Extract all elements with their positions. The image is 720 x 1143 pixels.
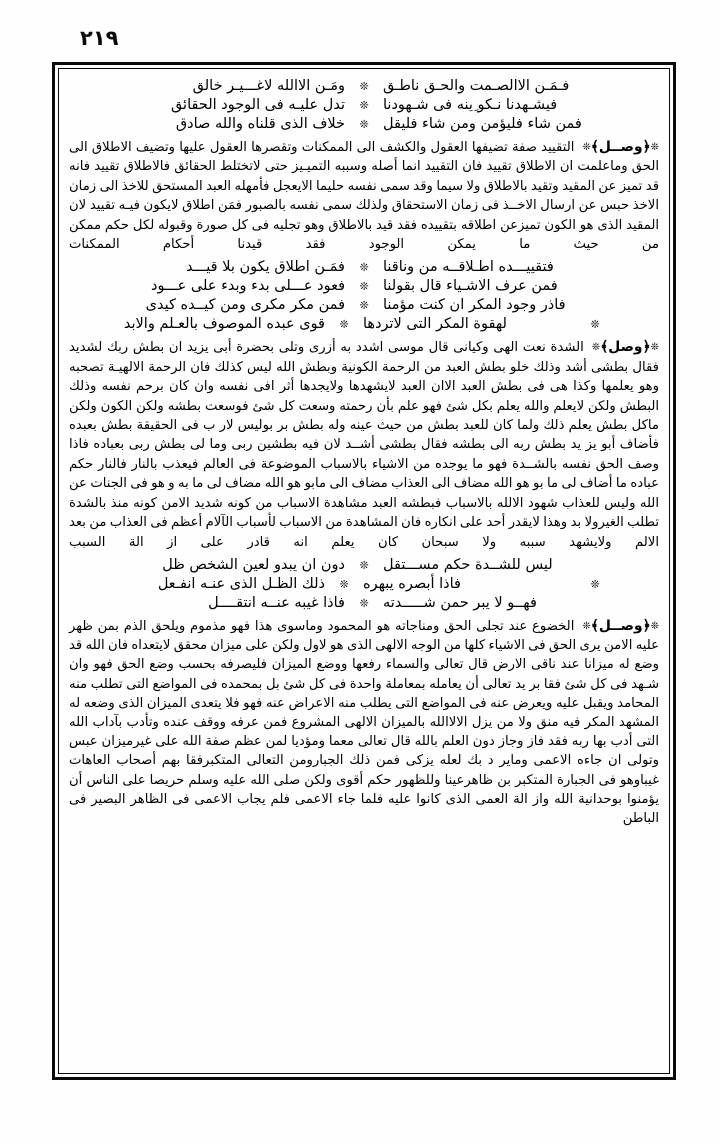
hemistich-left: تدل عليـه فى الوجود الحقائق: [170, 97, 345, 113]
section-ornament-icon: ❊: [650, 620, 659, 632]
prose-section-1: [69, 137, 659, 256]
hemistich-left: ذلك الظـل الذى عنـه انفـعل: [157, 575, 325, 592]
section-ornament-icon: ❊: [650, 142, 659, 153]
section-ornament-icon: ❊: [591, 342, 601, 354]
verse-separator-star: ❊: [359, 80, 369, 93]
verse-line: [69, 96, 659, 115]
verse-separator-star: ❊: [590, 318, 600, 332]
verse-separator-star: ❊: [359, 299, 369, 313]
hemistich-right: فمن عرف الاشـياء قال بقولنا: [383, 278, 558, 295]
verse-separator-star: ❊: [359, 99, 369, 112]
page-frame-outer-rule: [52, 62, 676, 1080]
verse-separator-star: ❊: [359, 118, 369, 131]
section-heading-label: وصــل: [598, 139, 643, 155]
page-frame-inner-rule: [58, 68, 670, 1074]
hemistich-right: فتقييـــده اطـلاقــه من وناقنا: [383, 259, 554, 276]
section-open-bracket: ﴿: [642, 339, 651, 356]
hemistich-left: قوى عبده الموصوف بالعـلم والابد: [123, 316, 325, 333]
verse-line: [69, 277, 659, 296]
prose-body-2: الشدة نعت الهى وكيانى قال موسى اشدد به أزرى وتلى بحضرة أبى يزيد ان بطش ربك لشديد فقال بطشى أشد وذلك خلو بطش العبد من الرحمة الكونية وبطش الله ليس كذلك فان الرحمة الالهيـة تصحبه وهو يعلمها وكذا هى فى بطش العبد الاان العبد لايشهدها ولايجدها أثر افى نفسه وان كان برحم نفسه وذلك البطش ولكن لايعلم والله يعلم بكل شئ فهو علم بأن رحمته وسعت كل شئ فوسعت بطشه ولكن الكون ولكن ماكل بطش يعلم ذلك ولما كان للعبد بطش من حيث عينه وله بطش بر بوليس لار ب فى الحقيقة بطش بعبده فأضاف أبو يز يد بطش ربه الى بطشه فقال بطشى أشــد لان فيه بطشين ربى وما لى بطش ربى بعباده فاذا وصف الحق نفسه بالشــدة فهو ما يوجده من الاشياء بالاسباب الموضوعة فى العالم فيعذب بالنار فالنار حكم عباده ما أضاف لى ما بو هو الله مضاف الى العذاب مضاف الى مابو هو الله مضاف لى ما به و هو فى الجنات عن الله وليس للعذاب شهود الالله بالاسباب فبطشه العبد مشاهدة الاسباب من كونه شديد الامن كونه منذ بالشدة تطلب الغيرولا بد وهذا لايقدر أحد على انكاره فان المشاهدة من الاسباب لأسباب الآلام أعظم فى العذاب من بعد الالم ولايشهد سببه ولا سبحان كان يعلم انه قادر على از الة السبب: [69, 340, 659, 550]
hemistich-right: فاذر وجود المكر ان كنت مؤمنا: [383, 297, 566, 314]
section-close-bracket: ﴾: [590, 139, 599, 155]
section-close-bracket: ﴾: [590, 617, 599, 634]
section-heading-3: [574, 618, 659, 634]
hemistich-right: ليس للشــدة حكم مســـتقل: [383, 556, 553, 573]
verse-separator-star: ❊: [339, 318, 349, 332]
verse-line: [69, 296, 659, 315]
hemistich-left: دون ان يبدو لعين الشخص ظل: [162, 556, 345, 573]
verse-line: [69, 77, 659, 96]
section-heading-2: [584, 339, 659, 355]
folio-number: ٢١٩: [80, 26, 119, 50]
hemistich-left: فعود عـــلى بدء وبدء على عـــود: [150, 278, 345, 295]
text-column: [59, 69, 669, 1073]
verse-block-2: [69, 256, 659, 337]
prose-body-1: التقييد صفة تضيفها العقول والكشف الى الممكنات وتقصرها العقول عليها وتضيف الاطلاق الى الحق وماعلمت ان الاطلاق تقييد فان التقييد انما أصله وسببه التميـيز حتى لاتختلط الحقائق فالاطلاق تقييد فانه قد تميز عن المقيد وتقيد بالاطلاق ولا سيما وقد سمى نفسه حليما الايعجل فأمهله العبد المستحق للاخذ الى زمان الاخذ حبس عن ارسال الاخــذ فى زمان الاستحقاق ولذلك سمى نفسه بالصبور فمَن اطلاق لايكون فيـه تقييد لان المقيد الذى هو الكون تميزعن اطلاقه بتقييده فقد قيد بالاطلاق وهو تجليه فى كل صورة وقبوله لكل حكم ممكن من حيث ما يمكن الوجود فقد قيدنا أحكام الممكنات: [69, 140, 659, 253]
hemistich-left: ومَـن الاالله لاغـــيـر خالق: [192, 78, 345, 94]
section-ornament-icon: ❊: [582, 620, 591, 632]
hemistich-right: فـمَـن الاالصـمت والحـق ناطـق: [383, 78, 570, 94]
verse-separator-star: ❊: [359, 558, 369, 572]
hemistich-right: فهــو لا يبر حمن شـــــدته: [383, 594, 537, 611]
verse-line: [69, 594, 659, 613]
verse-line: [69, 258, 659, 277]
prose-body-3: الخضوع عند تجلى الحق ومناجاته هو المحمود وماسوى هذا فهو مذموم ويلحق الذم بمن ظهر عليه الامن يرى الحق فى الاشياء كلها من الوجه الالهى الذى هو لاول ولكن على ميزان محقق لايتعداه فان الله قد وضع له ميزانا عند ناقى الارض قال تعالى والسماء رفعها ووضع الميزان فليصرفه بحسب وضع الحق فهو وان شـهد فى كل شئ فقا بر يد تعالى أن يعامله بمعاملة واحدة فى كل شئ بل بمحمده فى المواضع التى تطلب منه المحامد ويقبل عليه ويعرض عنه فى المواضع التى يطلب منه الاعراض عنه فهو فلا يتعدى الميزان الذى وضعه له المشهد المكر فيه منق ولا من يزل الالاالله بالميزان الالهى المشروع فمن عرفه ووقف عنده وتأدب بآداب الله التى أدب بها ربه فقد فاز وجاز دون العلم بالله قال تعالى معما ومؤديا لمن عظم صفة الله على غيرميزان عبس وتولى ان جاءه الاعمى وماير د بك لعله يزكى فمن ذلك الجبارومن التعالى المتكبرفقا بهم أصحاب العاهات غيباوهو فى الجبارة المتكبر بن ظاهرعينا وللظهور حكم أقوى ولكن صلى الله عليه وسلم حريصا على الناس أن يؤمنوا بوحدانية الله واز الة العمى الذى كانوا عليه فلما جاء الاعمى فلم يجاب الاعمى فى الظاهر البصير فى الباطن: [69, 618, 659, 826]
hemistich-right: فيشـهدنا نـكو ِينه فى شـهودنا: [383, 97, 558, 113]
verse-separator-star: ❊: [359, 596, 369, 610]
section-heading-label: وصل: [608, 339, 643, 356]
verse-separator-star: ❊: [590, 577, 600, 591]
section-heading-label: وصــل: [598, 617, 643, 634]
verse-line: [69, 115, 659, 134]
verse-line: [69, 315, 659, 334]
hemistich-left: خلاف الذى قلناه والله صادق: [175, 116, 345, 132]
verse-block-3: [69, 554, 659, 616]
prose-section-2: [69, 337, 659, 553]
section-ornament-icon: ❊: [650, 342, 659, 354]
prose-section-3: [69, 616, 659, 830]
section-ornament-icon: ❊: [582, 142, 591, 153]
verse-line: [69, 556, 659, 575]
hemistich-left: فاذا غيبه عنــه انتقــــل: [208, 594, 345, 611]
hemistich-right: لهقوة المكر التى لاتردها: [363, 316, 507, 333]
hemistich-right: فاذا أبصره يبهره: [363, 575, 461, 592]
section-open-bracket: ﴿: [642, 617, 651, 634]
verse-line: [69, 575, 659, 594]
hemistich-right: فمن شاء فليؤمن ومن شاء فليقل: [383, 116, 582, 132]
section-open-bracket: ﴿: [642, 139, 651, 155]
section-heading-1: [574, 139, 659, 155]
verse-block-1: [69, 75, 659, 137]
verse-separator-star: ❊: [359, 280, 369, 294]
hemistich-left: فمَـن اطلاق يكون بلا قيـــد: [185, 259, 345, 276]
verse-separator-star: ❊: [339, 577, 349, 591]
hemistich-left: فمن مكر مكرى ومن كيــده كيدى: [145, 297, 345, 314]
section-close-bracket: ﴾: [600, 339, 609, 356]
verse-separator-star: ❊: [359, 261, 369, 275]
